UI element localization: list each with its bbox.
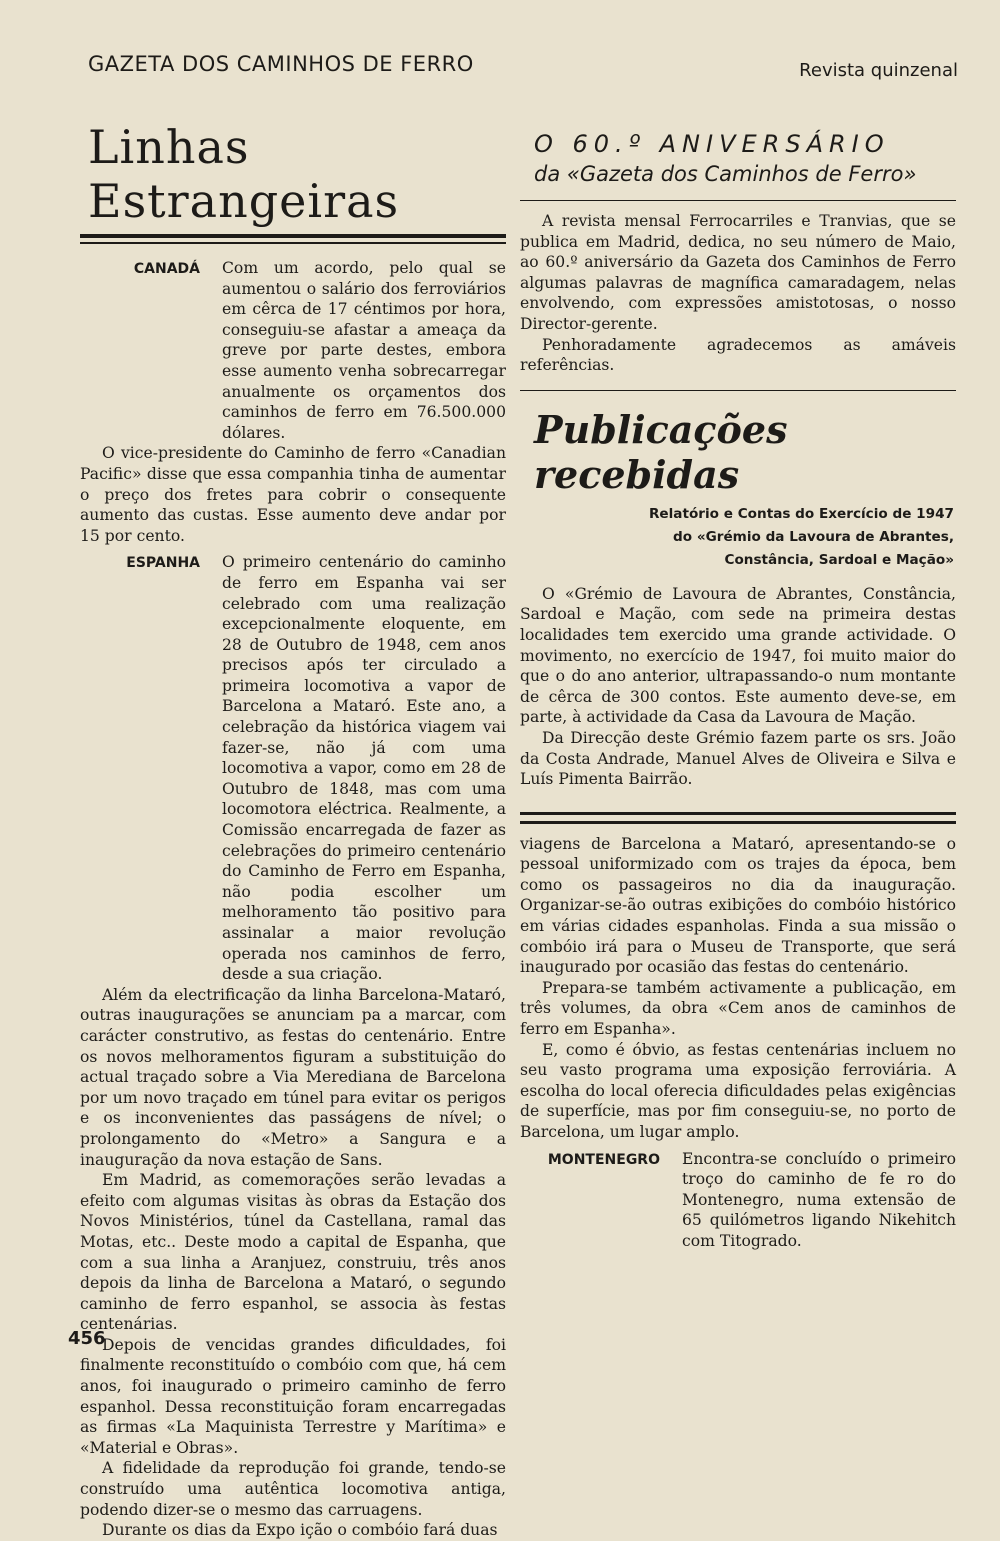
anniversary-paragraph-1: A revista mensal Ferrocarriles e Tranvias, que se publica em Madrid, dedica, no seu número de Maio, ao 60.º aniversário da Gazeta dos Caminhos de Ferro algumas palavras de magnífica camaradagem, nelas envolvendo, com expressões amistotosas, o nosso Director-gerente. [520,212,956,333]
espanha-paragraph-3: Em Madrid, as comemorações serão levadas a efeito com algumas visitas às obras da Estação dos Novos Ministérios, túnel da Castellana, ramal das Motas, etc.. Deste modo a capital de Espanha, que com a sua linha a Aranjuez, construiu, três anos depois da linha de Barcelona a Mataró, o segundo caminho de ferro espanhol, se associa às festas centenárias. [80,1171,506,1334]
continuation-paragraph-1: viagens de Barcelona a Mataró, apresentando-se o pessoal uniformizado com os trajes da época, bem como os passageiros no dia da inauguração. Organizar-se-ão outras exibições do combóio histórico em várias cidades espanholas. Finda a sua missão o combóio irá para o Museu de Transporte, que será inaugurado por ocasião das festas do centenário. [520,834,956,977]
publications-heading-line-2: do «Grémio da Lavoura de Abrantes, [673,528,954,545]
country-label-espanha: ESPANHA [126,555,200,572]
country-label-canada: CANADÁ [133,261,200,277]
publications-paragraph-2: Da Direcção deste Grémio fazem parte os srs. João da Costa Andrade, Manuel Alves de Oliveira e Silva e Luís Pimenta Bairrão. [520,728,956,789]
anniversary-subtitle: da «Gazeta dos Caminhos de Ferro» [534,162,917,186]
title-divider [80,234,506,244]
right-column [520,110,956,1252]
publications-divider [520,390,956,391]
publications-heading-line-3: Constância, Sardoal e Mação» [724,551,954,568]
country-label-montenegro: MONTENEGRO [547,1151,660,1168]
magazine-title: GAZETA DOS CAMINHOS DE FERRO [88,52,474,76]
espanha-paragraph-2: Além da electrificação da linha Barcelona-Mataró, outras inaugurações se anunciam pa a marcar, com carácter construtivo, as festas do centenário. Entre os novos melhoramentos figuram a substituição do actual traçado sobre a Via Merediana de Barcelona por um novo traçado em túnel para evitar os perigos e os inconvenientes das passágens de nível; o prolongamento do «Metro» a Sangura e a inauguração da nova estação de Sans. [80,985,506,1169]
publications-heading-line-1: Relatório e Contas do Exercício de 1947 [648,505,954,522]
column-break-divider [520,812,956,824]
publications-paragraph-1: O «Grémio de Lavoura de Abrantes, Constância, Sardoal e Mação, com sede na primeira destas localidades tem exercido uma grande actividade. O movimento, no exercício de 1947, foi muito maior do que o do ano anterior, ultrapassando-o num montante de cêrca de 300 contos. Este aumento deve-se, em parte, à actividade da Casa da Lavoura de Mação. [520,584,956,727]
continuation-paragraph-2: Prepara-se também activamente a publicação, em três volumes, da obra «Cem anos de caminhos de ferro em Espanha». [520,978,956,1039]
publications-title: Publicações recebidas [534,406,788,497]
publications-heading [520,503,954,572]
section-title: Linhas Estrangeiras [88,120,400,228]
canada-paragraph-2: O vice-presidente do Caminho de ferro «Canadian Pacific» disse que essa companhia tinha de aumentar o preço dos fretes para cobrir o consequente aumento das custas. Esse aumento deve andar por 15 por cento. [80,444,506,545]
montenegro-paragraph: Encontra-se concluído o primeiro troço do caminho de fe ro do Montenegro, numa extensão de 65 quilómetros ligando Nikehitch com Titogrado. [682,1149,956,1250]
canada-entry [80,258,506,443]
canada-paragraph-1: Com um acordo, pelo qual se aumentou o salário dos ferroviários em cêrca de 17 céntimos por hora, conseguiu-se afastar a ameaça da greve por parte destes, embora esse aumento venha sobrecarregar anualmente os orçamentos dos caminhos de ferro em 76.500.000 dólares. [222,259,506,442]
anniversary-divider [520,200,956,201]
espanha-paragraph-5: A fidelidade da reprodução foi grande, tendo-se construído uma autêntica locomotiva antiga, podendo dizer-se o mesmo das carruagens. [80,1459,506,1519]
magazine-frequency: Revista quinzenal [799,60,958,81]
left-column [80,110,506,1541]
espanha-paragraph-1: O primeiro centenário do caminho de ferro em Espanha vai ser celebrado com uma realização excepcionalmente eloquente, em 28 de Outubro de 1948, cem anos precisos após ter circulado a primeira locomotiva a vapor de Barcelona a Mataró. Este ano, a celebração da histórica viagem vai fazer-se, não já com uma locomotiva a vapor, como em 28 de Outubro de 1848, mas com uma locomotora eléctrica. Realmente, a Comissão encarregada de fazer as celebrações do primeiro centenário do Caminho de Ferro em Espanha, não podia escolher um melhoramento tão positivo para assinalar a maior revolução operada nos caminhos de ferro, desde a sua criação. [222,553,506,984]
montenegro-entry [520,1149,956,1252]
anniversary-paragraph-2: Penhoradamente agradecemos as amáveis referências. [520,335,956,375]
continuation-paragraph-3: E, como é óbvio, as festas centenárias incluem no seu vasto programa uma exposição ferroviária. A escolha do local oferecia dificuldades pelas exigências de superfície, mas por fim conseguiu-se, no porto de Barcelona, um lugar amplo. [520,1040,956,1141]
espanha-paragraph-6: Durante os dias da Expo ição o combóio fará duas [102,1521,498,1540]
anniversary-title: O 60.º ANIVERSÁRIO [534,130,890,158]
page-number: 456 [68,1328,106,1349]
espanha-entry [80,552,506,984]
espanha-paragraph-4: Depois de vencidas grandes dificuldades, foi finalmente reconstituído o combóio com que, há cem anos, foi inaugurado o primeiro caminho de ferro espanhol. Dessa reconstituição foram encarregadas as firmas «La Maquinista Terrestre y Marítima» e «Material e Obras». [80,1335,506,1457]
